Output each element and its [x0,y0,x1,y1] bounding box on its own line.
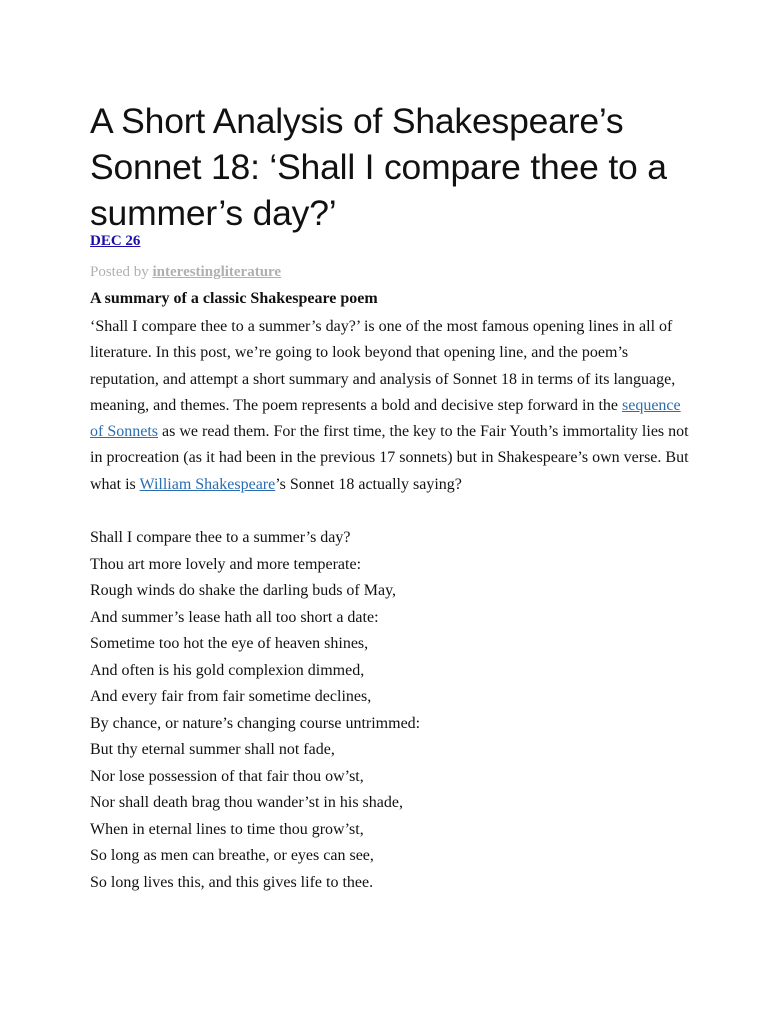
poem-line: Thou art more lovely and more temperate: [90,555,362,573]
poem-line: Rough winds do shake the darling buds of May, [90,582,397,599]
william-shakespeare-link[interactable]: William Shakespeare [139,475,276,493]
article-subheading: A summary of a classic Shakespeare poem [90,290,378,307]
poem-line: Nor shall death brag thou wander’st in his shade, [90,794,403,811]
poem-line: So long as men can breathe, or eyes can see, [90,847,374,864]
post-byline [90,264,281,281]
poem-line: And often is his gold complexion dimmed, [90,661,365,679]
poem-line: And every fair from fair sometime declines, [90,688,372,705]
poem-line: So long lives this, and this gives life to thee. [90,873,374,891]
poem-line: And summer’s lease hath all too short a date: [90,608,379,626]
intro-text-part-3: ’s Sonnet 18 actually saying? [275,475,462,493]
sonnet-text [90,525,690,896]
posted-by-label: Posted by [90,264,153,280]
sequence-of-sonnets-link[interactable]: sequence of Sonnets [90,396,681,441]
poem-line: By chance, or nature’s changing course untrimmed: [90,714,421,732]
intro-text-part-2: as we read them. For the first time, the key to the Fair Youth’s immortality lies not in procreation (as it had been in the previous 17 sonnets) but in Shakespeare’s own verse. But what is [90,423,689,493]
poem-line: When in eternal lines to time thou grow’st, [90,820,364,838]
post-date-link[interactable]: DEC 26 [90,233,141,249]
poem-line: Nor lose possession of that fair thou ow’st, [90,767,364,785]
poem-line: Shall I compare thee to a summer’s day? [90,529,351,546]
intro-paragraph [90,314,690,498]
intro-text-part-1: ‘Shall I compare thee to a summer’s day?’ is one of the most famous opening lines in all of literature. In this post, we’re going to look beyond that opening line, and the poem’s reputation, and attempt a short summary and analysis of Sonnet 18 in terms of its language, meaning, and themes. The poem represents a bold and decisive step forward in the [90,318,676,414]
article-title: A Short Analysis of Shakespeare’s Sonnet 18: ‘Shall I compare thee to a summer’s day?’ [90,101,667,233]
poem-line: But thy eternal summer shall not fade, [90,741,335,758]
poem-line: Sometime too hot the eye of heaven shines, [90,635,369,652]
author-link[interactable]: interestingliterature [152,264,282,280]
